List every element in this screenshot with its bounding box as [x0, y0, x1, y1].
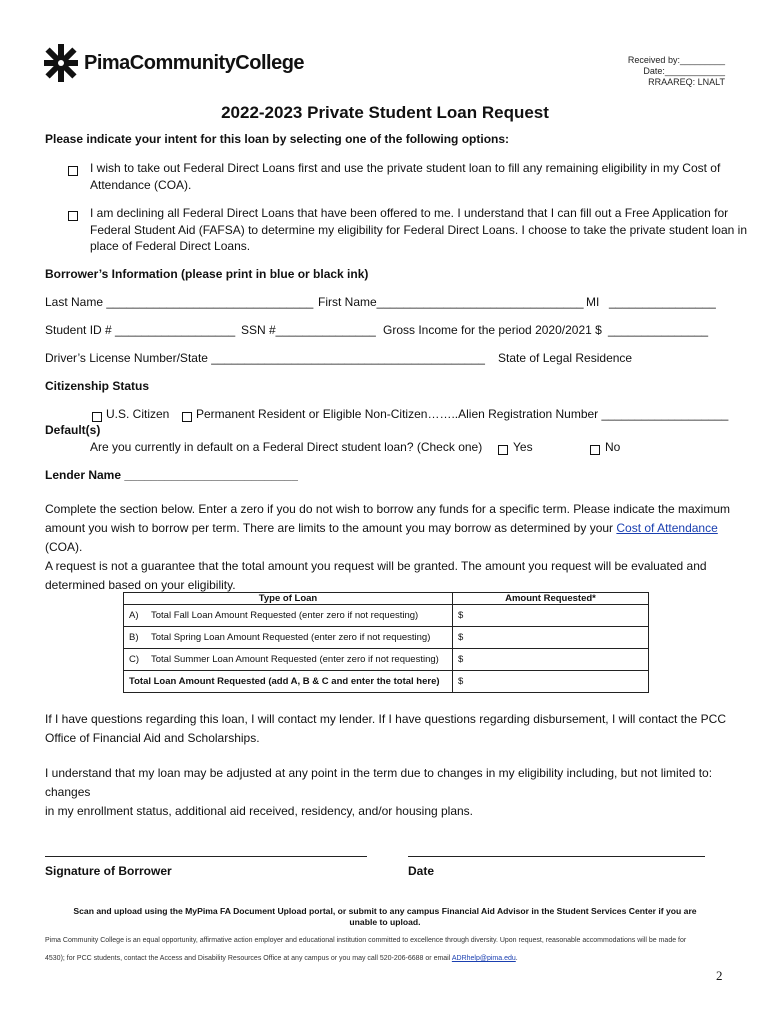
- citizenship-heading: Citizenship Status: [45, 379, 150, 393]
- date-line[interactable]: [408, 856, 705, 857]
- date-received-field: Date:____________: [643, 66, 725, 76]
- questions-line1: If I have questions regarding this loan, I will contact my lender. If I have questions regarding disbursement, I will contact the PCC: [45, 712, 727, 726]
- received-by-field: Received by:_________: [627, 55, 725, 65]
- option-federal-first-line1: I wish to take out Federal Direct Loans first and use the private student loan to fill any remaining eligibility in my Cost of: [90, 161, 721, 175]
- loan-amount-table: [123, 592, 649, 693]
- loan-type-cell: [124, 649, 453, 671]
- adjustment-line2: in my enrollment status, additional aid received, residency, and/or housing plans.: [45, 804, 474, 818]
- accessibility-end: .: [515, 955, 518, 962]
- row-prefix: C): [129, 654, 140, 665]
- form-code: RRAAREQ: LNALT: [648, 77, 725, 87]
- pima-logo-icon: [44, 44, 78, 82]
- default-no-label: No: [605, 440, 621, 454]
- table-row: [124, 649, 649, 671]
- upload-line2: unable to upload.: [349, 917, 421, 927]
- student-id-field[interactable]: Student ID # __________________: [45, 323, 236, 337]
- us-citizen-checkbox[interactable]: [92, 412, 102, 422]
- eeo-statement: Pima Community College is an equal opportunity, affirmative action employer and educational institution committed to excellence through diversity. Upon request, reasonable accommodations will be made for: [45, 937, 687, 944]
- table-header-row: [124, 593, 649, 605]
- table-total-row: [124, 671, 649, 693]
- default-yes-checkbox[interactable]: [498, 445, 508, 455]
- instructions-line3: A request is not a guarantee that the total amount you request will be granted. The amount you request will be evaluated and: [45, 559, 707, 573]
- type-of-loan-header: Type of Loan: [124, 593, 453, 605]
- accessibility-text: 4530); for PCC students, contact the Access and Disability Resources Office at any campus or you may call 520-206-6688 or email: [45, 955, 452, 962]
- questions-line2: Office of Financial Aid and Scholarships.: [45, 731, 260, 745]
- option-decline-federal-checkbox[interactable]: [68, 211, 78, 221]
- table-row: [124, 605, 649, 627]
- row-label: Total Spring Loan Amount Requested (enter zero if not requesting): [151, 632, 431, 643]
- page-number: 2: [716, 968, 723, 983]
- state-of-residence-label: State of Legal Residence: [498, 351, 633, 365]
- row-prefix: B): [129, 632, 139, 643]
- form-title: 2022-2023 Private Student Loan Request: [221, 103, 549, 122]
- option-federal-first-checkbox[interactable]: [68, 166, 78, 176]
- loan-type-cell: [124, 627, 453, 649]
- questions-paragraph: [45, 710, 735, 748]
- upload-line1: Scan and upload using the MyPima FA Document Upload portal, or submit to any campus Financial Aid Advisor in the Student Services Center if you are: [73, 906, 697, 916]
- summer-amount-input[interactable]: $: [453, 649, 649, 671]
- amount-requested-header: Amount Requested*: [453, 593, 649, 605]
- college-logo: [44, 44, 304, 82]
- us-citizen-label: U.S. Citizen: [106, 407, 170, 421]
- mi-label: MI: [586, 295, 600, 309]
- row-label: Total Summer Loan Amount Requested (enter zero if not requesting): [151, 654, 439, 665]
- last-name-field[interactable]: Last Name _______________________________: [45, 295, 314, 309]
- instructions-line2-end: (COA).: [45, 540, 83, 554]
- option-decline-line1: I am declining all Federal Direct Loans that have been offered to me. I understand that I can fill out a Free Application for: [90, 206, 729, 220]
- adjustment-line1: I understand that my loan may be adjusted at any point in the term due to changes in my eligibility including, but not limited to: changes: [45, 766, 713, 799]
- ssn-field[interactable]: SSN #_______________: [241, 323, 376, 337]
- default-heading: Default(s): [45, 423, 101, 437]
- instructions-line1: Complete the section below. Enter a zero if you do not wish to borrow any funds for a specific term. Please indicate the maximum: [45, 502, 731, 516]
- signature-of-borrower-label: Signature of Borrower: [45, 864, 172, 878]
- upload-instructions: [45, 906, 725, 928]
- default-no-checkbox[interactable]: [590, 445, 600, 455]
- default-question: Are you currently in default on a Federal Direct student loan? (Check one): [90, 440, 483, 454]
- fall-amount-input[interactable]: $: [453, 605, 649, 627]
- college-name: PimaCommunityCollege: [84, 51, 305, 74]
- loan-type-cell: [124, 605, 453, 627]
- adjustment-paragraph: [45, 764, 735, 821]
- option-federal-first-text: [90, 160, 720, 193]
- option-decline-line3: place of Federal Direct Loans.: [90, 239, 251, 253]
- default-yes-label: Yes: [513, 440, 533, 454]
- total-amount-input[interactable]: $: [453, 671, 649, 693]
- instructions-line2: [45, 519, 735, 557]
- signature-line[interactable]: [45, 856, 367, 857]
- row-prefix: A): [129, 610, 139, 621]
- cost-of-attendance-link[interactable]: Cost of Attendance: [616, 521, 718, 535]
- option-decline-federal-text: [90, 205, 747, 255]
- table-row: [124, 627, 649, 649]
- accessibility-statement: [45, 955, 735, 962]
- option-federal-first-line2: Attendance (COA).: [90, 177, 192, 192]
- permanent-resident-label: Permanent Resident or Eligible Non-Citizen……..Alien Registration Number ___________________: [196, 407, 729, 421]
- intent-prompt: Please indicate your intent for this loan by selecting one of the following options:: [45, 132, 510, 146]
- gross-income-field[interactable]: _______________: [608, 323, 709, 337]
- office-use-box: [628, 55, 725, 88]
- date-label: Date: [408, 864, 435, 878]
- borrower-heading: Borrower’s Information (please print in blue or black ink): [45, 267, 369, 281]
- instructions-paragraph: [45, 500, 735, 595]
- adrhelp-email-link[interactable]: ADRhelp@pima.edu: [451, 955, 516, 962]
- option-decline-line2: Federal Student Aid (FAFSA) to determine my eligibility for Federal Direct Loans. I choose to take the private student loan in: [90, 222, 747, 237]
- row-label: Total Fall Loan Amount Requested (enter zero if not requesting): [151, 610, 419, 621]
- lender-name-field[interactable]: Lender Name __________________________: [45, 468, 298, 482]
- permanent-resident-checkbox[interactable]: [182, 412, 192, 422]
- gross-income-label: Gross Income for the period 2020/2021 $: [383, 323, 602, 337]
- drivers-license-field[interactable]: Driver’s License Number/State _________________________________________: [45, 351, 485, 365]
- mi-field[interactable]: ________________: [609, 295, 716, 309]
- instructions-line2-text: amount you wish to borrow per term. There are limits to the amount you may borrow as determined by your: [45, 521, 617, 535]
- total-label-cell: Total Loan Amount Requested (add A, B & C and enter the total here): [124, 671, 453, 693]
- first-name-field[interactable]: First Name_______________________________: [318, 295, 584, 309]
- instructions-line4: determined based on your eligibility.: [45, 578, 236, 592]
- spring-amount-input[interactable]: $: [453, 627, 649, 649]
